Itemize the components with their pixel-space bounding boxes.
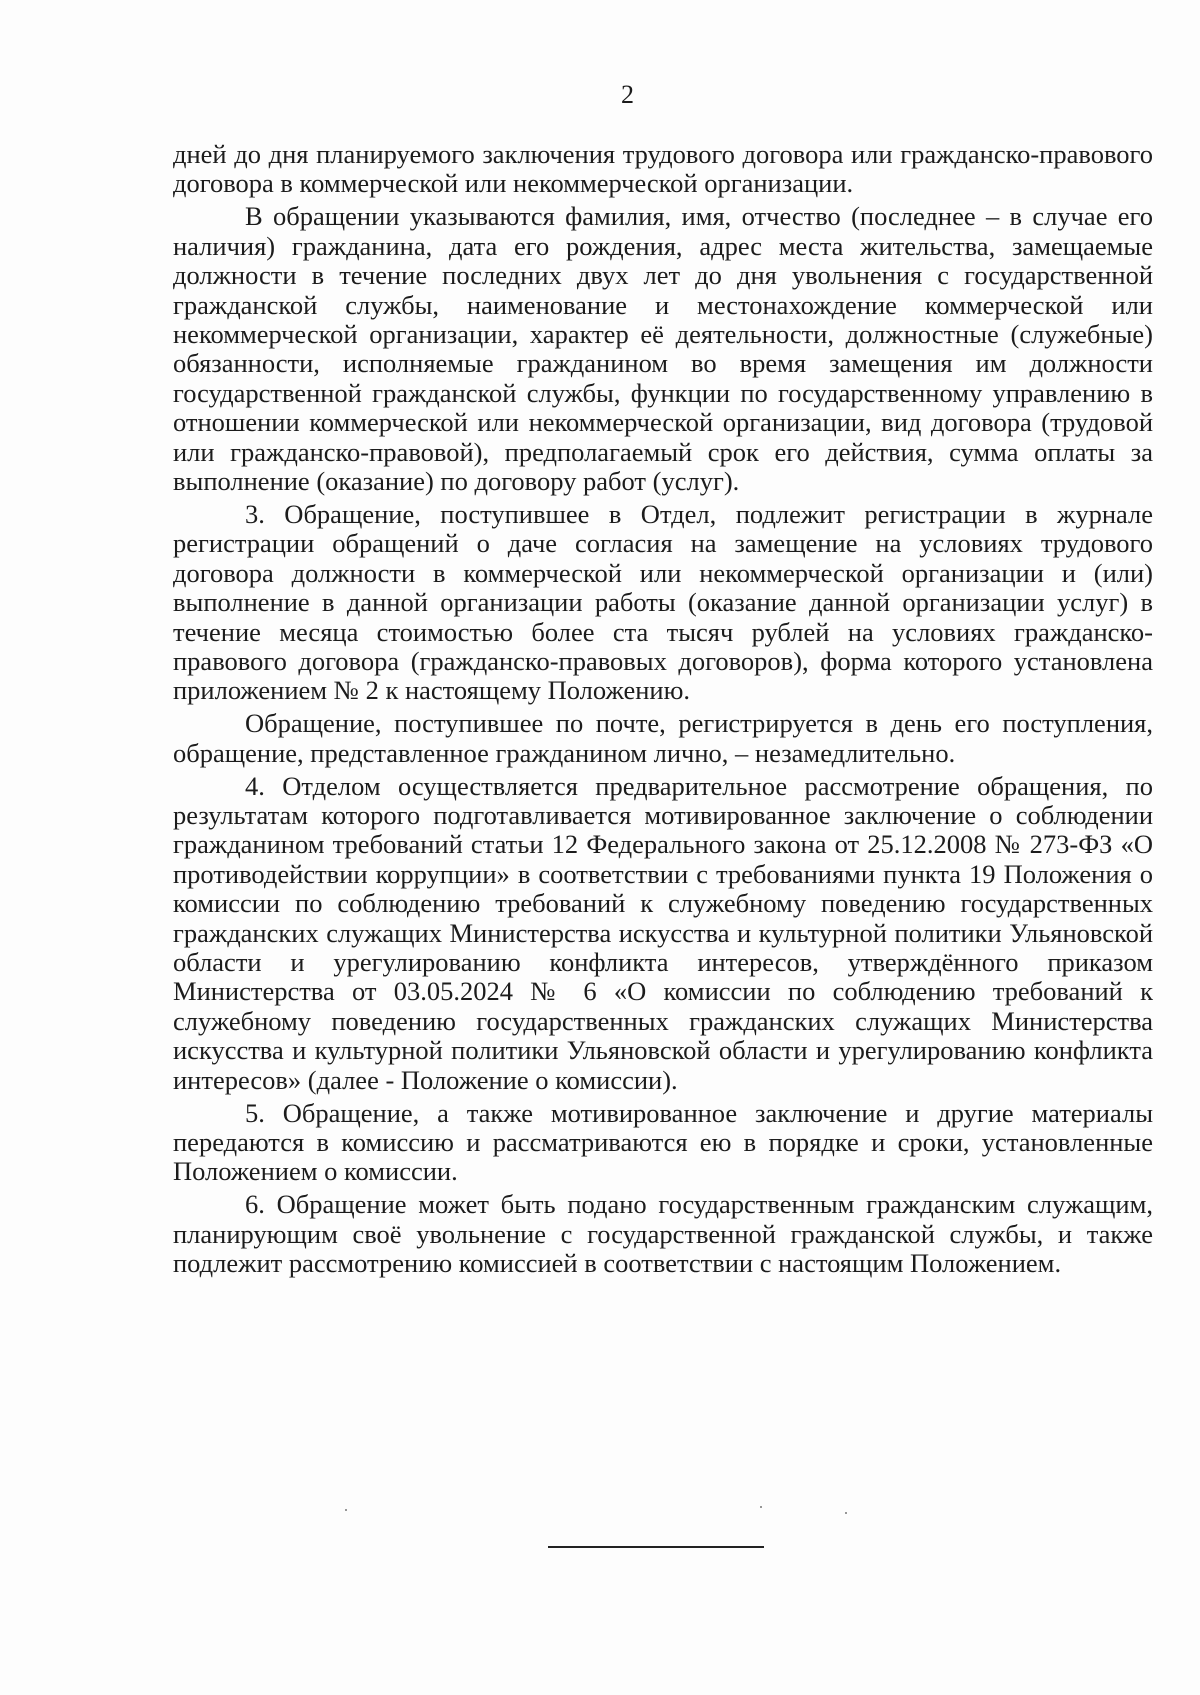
- scan-speck: [845, 1512, 847, 1514]
- paragraph-item-6: 6. Обращение может быть подано государственным гражданским служащим, планирующим своё увольнение с государственной гражданской службы, и также подлежит рассмотрению комиссией в соответствии с настоящим Положением.: [173, 1189, 1153, 1279]
- scan-speck: [760, 1506, 762, 1508]
- paragraph-item-3: 3. Обращение, поступившее в Отдел, подлежит регистрации в журнале регистрации обращений о даче согласия на замещение на условиях трудового договора должности в коммерческой или некоммерческой организации и (или) выполнение в данной организации работы (оказание данной организации услуг) в течение месяца стоимостью более ста тысяч рублей на условиях гражданско-правового договора (гражданско-правовых договоров), форма которого установлена приложением № 2 к настоящему Положению.: [173, 498, 1153, 706]
- end-of-document-rule: [548, 1546, 764, 1548]
- paragraph-registration: Обращение, поступившее по почте, регистрируется в день его поступления, обращение, представленное гражданином лично, – незамедлительно.: [173, 708, 1153, 768]
- page-number: 2: [621, 80, 634, 109]
- paragraph-item-4: 4. Отделом осуществляется предварительное рассмотрение обращения, по результатам которого подготавливается мотивированное заключение о соблюдении гражданином требований статьи 12 Федерального закона от 25.12.2008 № 273-ФЗ «О противодействии коррупции» в соответствии с требованиями пункта 19 Положения о комиссии по соблюдению требований к служебному поведению государственных гражданских служащих Министерства искусства и культурной политики Ульяновской области и урегулированию конфликта интересов, утверждённого приказом Министерства от 03.05.2024 № 6 «О комиссии по соблюдению требований к служебному поведению государственных гражданских служащих Министерства искусства и культурной политики Ульяновской области и урегулированию конфликта интересов» (далее - Положение о комиссии).: [173, 770, 1153, 1095]
- scan-speck: [345, 1509, 347, 1511]
- paragraph-item-5: 5. Обращение, а также мотивированное заключение и другие материалы передаются в комиссию и рассматриваются ею в порядке и сроки, установленные Положением о комиссии.: [173, 1097, 1153, 1187]
- document-body: [173, 140, 1153, 1282]
- paragraph-continuation: дней до дня планируемого заключения трудового договора или гражданско-правового договора в коммерческой или некоммерческой организации.: [173, 139, 1153, 199]
- paragraph-application-contents: В обращении указываются фамилия, имя, отчество (последнее – в случае его наличия) гражданина, дата его рождения, адрес места жительства, замещаемые должности в течение последних двух лет до дня увольнения с государственной гражданской службы, наименование и местонахождение коммерческой или некоммерческой организации, характер её деятельности, должностные (служебные) обязанности, исполняемые гражданином во время замещения им должности государственной гражданской службы, функции по государственному управлению в отношении коммерческой или некоммерческой организации, вид договора (трудовой или гражданско-правовой), предполагаемый срок его действия, сумма оплаты за выполнение (оказание) по договору работ (услуг).: [173, 201, 1153, 496]
